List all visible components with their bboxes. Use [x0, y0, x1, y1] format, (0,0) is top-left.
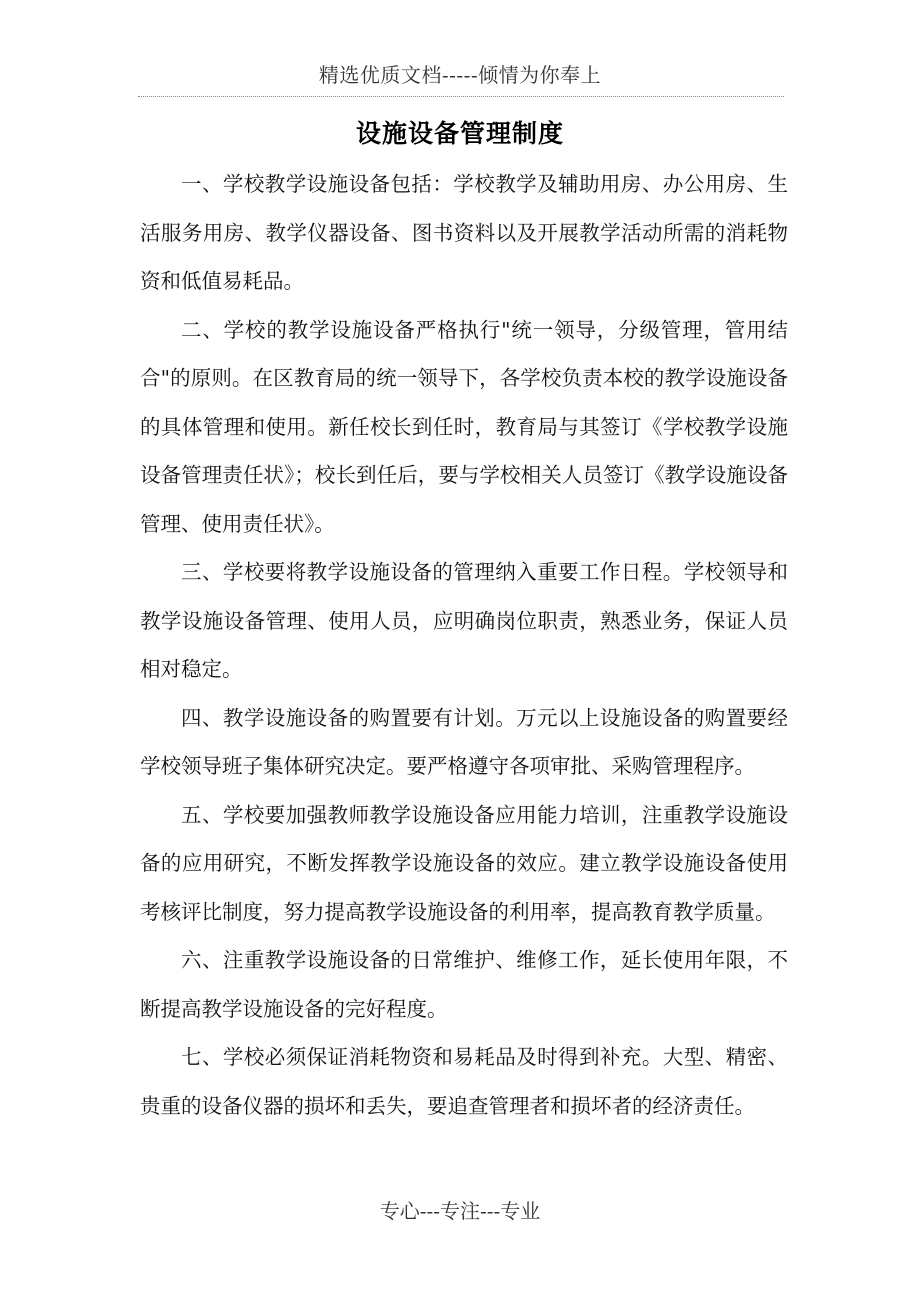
header-divider — [138, 96, 784, 97]
paragraph-1: 一、学校教学设施设备包括：学校教学及辅助用房、办公用房、生活服务用房、教学仪器设备、图书资料以及开展教学活动所需的消耗物资和低值易耗品。 — [140, 172, 788, 293]
paragraph-3: 三、学校要将教学设施设备的管理纳入重要工作日程。学校领导和教学设施设备管理、使用人员，应明确岗位职责，熟悉业务，保证人员相对稳定。 — [140, 560, 788, 681]
document-title: 设施设备管理制度 — [355, 119, 564, 148]
paragraph-6: 六、注重教学设施设备的日常维护、维修工作，延长使用年限，不断提高教学设施设备的完好程度。 — [140, 948, 788, 1021]
paragraph-2: 二、学校的教学设施设备严格执行"统一领导，分级管理，管用结合"的原则。在区教育局的统一领导下，各学校负责本校的教学设施设备的具体管理和使用。新任校长到任时，教育局与其签订《学校教学设施设备管理责任状》；校长到任后，要与学校相关人员签订《教学设施设备管理、使用责任状》。 — [140, 317, 788, 536]
page-footer: 专心---专注---专业 — [379, 1199, 541, 1223]
paragraph-5: 五、学校要加强教师教学设施设备应用能力培训，注重教学设施设备的应用研究，不断发挥教学设施设备的效应。建立教学设施设备使用考核评比制度，努力提高教学设施设备的利用率，提高教育教学质量。 — [140, 802, 788, 924]
page-header: 精选优质文档-----倾情为你奉上 — [318, 63, 602, 87]
paragraph-7: 七、学校必须保证消耗物资和易耗品及时得到补充。大型、精密、贵重的设备仪器的损坏和丢失，要追查管理者和损坏者的经济责任。 — [140, 1045, 788, 1118]
paragraph-4: 四、教学设施设备的购置要有计划。万元以上设施设备的购置要经学校领导班子集体研究决定。要严格遵守各项审批、采购管理程序。 — [140, 705, 788, 778]
document-body — [140, 160, 788, 1130]
